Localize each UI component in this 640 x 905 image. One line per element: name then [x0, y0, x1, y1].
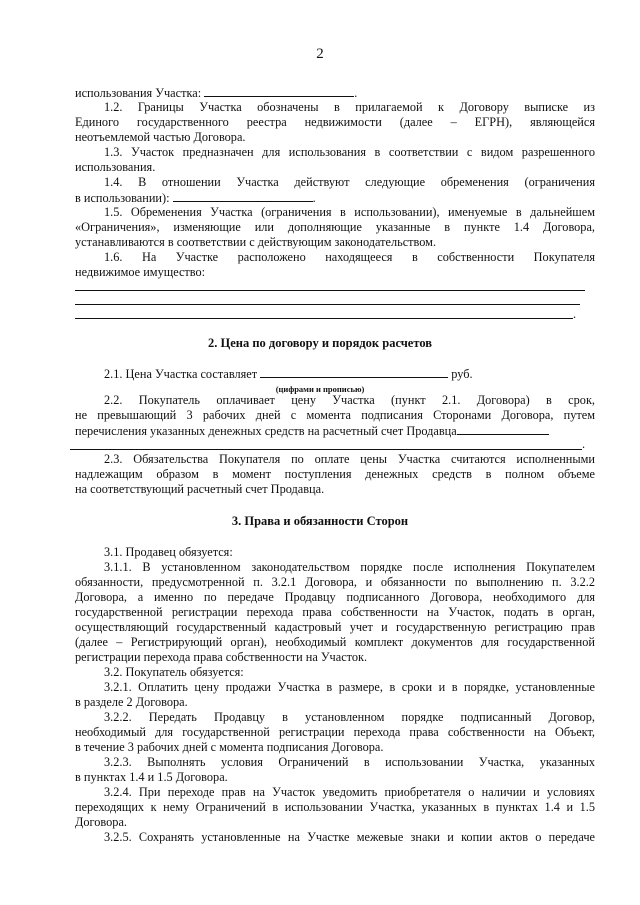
blank-line: [75, 304, 580, 305]
text-line: необходимый для государственной регистрации перехода права собственности на Объект,: [75, 725, 595, 739]
text-line: в разделе 2 Договора.: [75, 695, 188, 709]
text-line: (далее – Регистрирующий орган), необходимый комплект документов для государственной: [75, 635, 595, 649]
text-line: использования.: [75, 160, 156, 174]
text-line: надлежащим образом в момент поступления денежных средств в полном объеме: [75, 467, 595, 481]
text-line: Договора, а именно по передаче Продавцу подписанного Договора, необходимого для: [75, 590, 595, 604]
text-line: обязанности, предусмотренной п. 3.2.1 Договора, и обязанности по выполнению п. 3.2.2: [75, 575, 595, 589]
text-line: использования Участка: .: [75, 86, 358, 100]
text-line: 3.2. Покупатель обязуется:: [104, 665, 244, 679]
text-line: 3.2.3. Выполнять условия Ограничений в использовании Участка, указанных: [104, 755, 595, 769]
text-line: на соответствующий расчетный счет Продавца.: [75, 482, 325, 496]
text-line: Договора.: [75, 815, 127, 829]
text-line: 1.6. На Участке расположено находящееся в собственности Покупателя: [104, 250, 595, 264]
field-hint: (цифрами и прописью): [275, 384, 365, 394]
page-number: 2: [316, 46, 324, 62]
text-line: недвижимое имущество:: [75, 265, 206, 279]
text-line: регистрации перехода права собственности на Участок.: [75, 650, 368, 664]
blank-field: [204, 85, 354, 97]
text-line: осуществляющий государственный кадастровый учет и государственную регистрацию прав: [75, 620, 595, 634]
text-line: .: [582, 437, 586, 451]
blank-field: [173, 190, 313, 202]
text-line: неотъемлемой частью Договора.: [75, 130, 246, 144]
text-line: в использовании): .: [75, 191, 316, 205]
text-line: 3.2.5. Сохранять установленные на Участке межевые знаки и копии актов о передаче: [104, 830, 595, 844]
text-line: 1.3. Участок предназначен для использования в соответствии с видом разрешенного: [104, 145, 595, 159]
text-line: 3.1. Продавец обязуется:: [104, 545, 233, 559]
text-line: 2.2. Покупатель оплачивает цену Участка (пункт 2.1. Договора) в срок,: [104, 393, 595, 407]
text-line: государственной регистрации перехода права собственности на Участок, подать в орган,: [75, 605, 595, 619]
text-line: .: [573, 307, 577, 321]
text-line: 2.1. Цена Участка составляет руб.: [104, 367, 473, 381]
text-line: перечисления указанных денежных средств на расчетный счет Продавца: [75, 423, 595, 439]
text-line: 3.1.1. В установленном законодательством порядке после исполнения Покупателем: [104, 560, 595, 574]
text-line: 1.4. В отношении Участка действуют следующие обременения (ограничения: [104, 175, 595, 189]
text-line: Единого государственного реестра недвижимости (далее – ЕГРН), являющейся: [75, 115, 595, 129]
text-line: 1.2. Границы Участка обозначены в прилагаемой к Договору выписке из: [104, 100, 595, 114]
blank-line: [70, 449, 582, 450]
blank-line: [75, 318, 573, 319]
text-line: устанавливаются в соответствии с действующим законодательством.: [75, 235, 437, 249]
text-line: 2.3. Обязательства Покупателя по оплате цены Участка считаются исполненными: [104, 452, 595, 466]
text-line: 3.2.4. При переходе прав на Участок уведомить приобретателя о наличии и условиях: [104, 785, 595, 799]
section-heading-3: 3. Права и обязанности Сторон: [231, 514, 409, 528]
blank-field: [260, 366, 448, 378]
text-line: 1.5. Обременения Участка (ограничения в использовании), именуемые в дальнейшем: [104, 205, 595, 219]
blank-line: [75, 290, 585, 291]
text-line: не превышающий 3 рабочих дней с момента подписания Сторонами Договора, путем: [75, 408, 595, 422]
text-line: «Ограничения», изменяющие или дополняющие указанные в пункте 1.4 Договора,: [75, 220, 595, 234]
text-line: 3.2.1. Оплатить цену продажи Участка в размере, в сроки и в порядке, установленные: [104, 680, 595, 694]
text-line: в пунктах 1.4 и 1.5 Договора.: [75, 770, 228, 784]
text-line: 3.2.2. Передать Продавцу в установленном порядке подписанный Договор,: [104, 710, 595, 724]
text-line: в течение 3 рабочих дней с момента подписания Договора.: [75, 740, 384, 754]
blank-field: [457, 423, 549, 435]
text-line: переходящих к нему Ограничений в использовании Участка, указанных в пунктах 1.4 и 1.5: [75, 800, 595, 814]
section-heading-2: 2. Цена по договору и порядок расчетов: [207, 336, 433, 350]
